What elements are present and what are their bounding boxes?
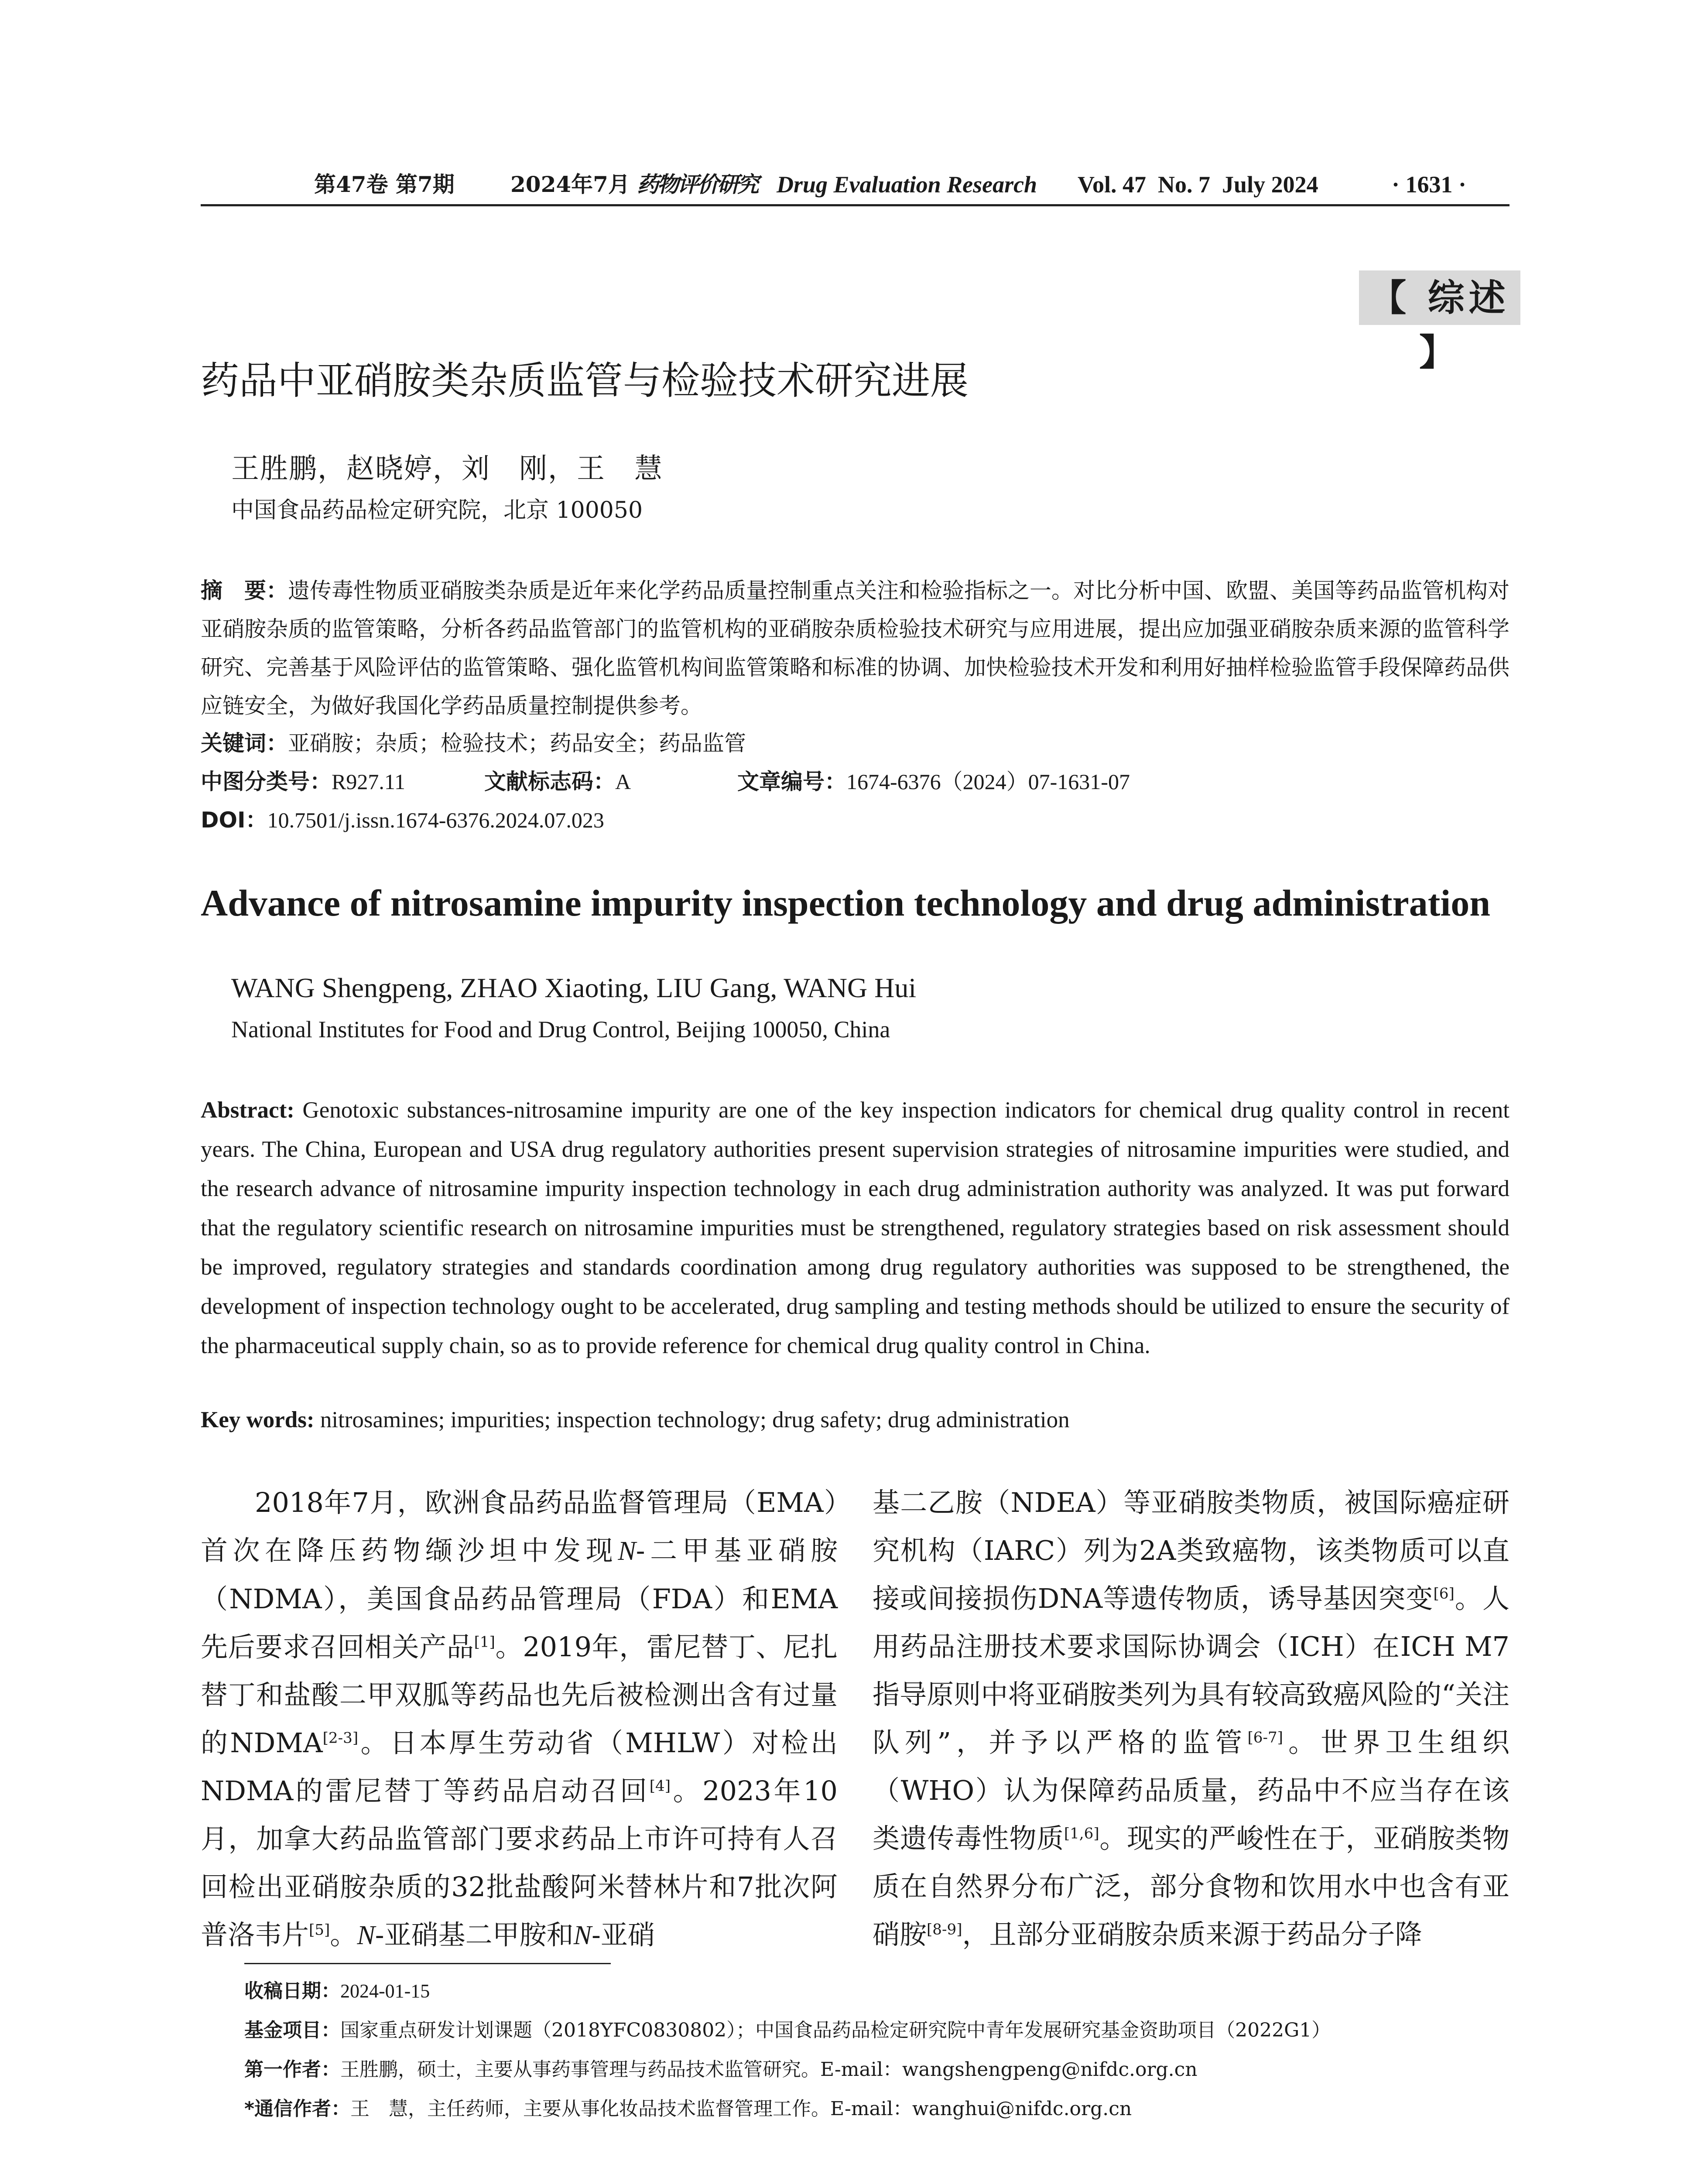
footnote-label: 收稿日期： (244, 1980, 340, 2002)
affiliation-en: National Institutes for Food and Drug Control, Beijing 100050, China (231, 1016, 890, 1043)
footnote-text: 王胜鹏，硕士，主要从事药事管理与药品技术监管研究。E-mail：wangshengpeng@nifdc.org.cn (340, 2058, 1198, 2081)
doc-code-label: 文献标志码： (484, 769, 615, 794)
header-volume-en: Vol. 47 No. 7 July 2024 (1078, 171, 1318, 198)
clc-value: R927.11 (332, 769, 405, 794)
classification-line (201, 762, 1509, 801)
citation[interactable]: [2-3] (322, 1729, 359, 1747)
keywords-en (201, 1400, 1070, 1439)
footnote-text: 2024-01-15 (340, 1980, 430, 2002)
keywords-en-label: Key words: (201, 1407, 315, 1432)
header-volume-cn: 第47卷 第7期 (314, 171, 455, 197)
affiliation-cn: 中国食品药品检定研究院，北京 100050 (231, 497, 643, 523)
footnote-text: 王 慧，主任药师，主要从事化妆品技术监督管理工作。E-mail：wanghui@nifdc.org.cn (350, 2098, 1132, 2120)
footnote-received (244, 1976, 430, 2007)
body-text: -亚硝 (591, 1919, 655, 1951)
page-number: · 1631 · (1392, 171, 1467, 198)
body-column-left (201, 1479, 838, 1959)
running-header (201, 169, 1509, 204)
body-text: 2018年7月，欧洲食品药品监督管理局（EMA）首次在降压药物缬沙坦中发现 (201, 1487, 838, 1566)
footnote-text: 国家重点研发计划课题（2018YFC0830802）；中国食品药品检定研究院中青年发展研究基金资助项目（2022G1） (340, 2019, 1331, 2041)
footnote-corresponding-author (244, 2094, 1132, 2124)
abstract-en-text: Genotoxic substances-nitrosamine impurity are one of the key inspection indicators for chemical drug quality control in recent years. The China, European and USA drug regulatory authorities present supervision strategies of nitrosamine impurities were studied, and the research advance of nitrosamine impurity inspection technology in each drug administration authority was analyzed. It was put forward that the regulatory scientific research on nitrosamine impurities must be strengthened, regulatory strategies based on risk assessment should be improved, regulatory strategies and standards coordination among drug regulatory authorities was supposed to be strengthened, the development of inspection technology ought to be accelerated, drug sampling and testing methods should be utilized to ensure the security of the pharmaceutical supply chain, so as to provide reference for chemical drug quality control in China. (201, 1097, 1509, 1358)
article-title-cn: 药品中亚硝胺类杂质监管与检验技术研究进展 (201, 358, 969, 403)
citation[interactable]: [1,6] (1064, 1825, 1099, 1843)
body-text: 。现实的严峻性在于，亚硝胺类物质在自然界分布广泛，部分食物和饮用水中也含有亚硝胺 (873, 1822, 1509, 1950)
header-journal-en: Drug Evaluation Research (777, 171, 1037, 198)
doi-line (201, 801, 604, 839)
citation[interactable]: [1] (474, 1633, 495, 1651)
authors-cn: 王胜鹏，赵晓婷，刘 刚，王 慧 (231, 453, 663, 485)
clc-label: 中图分类号： (201, 769, 332, 794)
abstract-cn (201, 571, 1509, 725)
citation[interactable]: [6] (1433, 1585, 1455, 1603)
footnote-rule (244, 1963, 611, 1964)
citation[interactable]: [5] (309, 1921, 330, 1939)
citation[interactable]: [8-9] (927, 1921, 962, 1938)
body-text: 。日本厚生劳动省（MHLW）对检出NDMA的雷尼替丁等药品启动召回 (201, 1727, 838, 1807)
footnote-label: 基金项目： (244, 2019, 340, 2041)
abstract-en-label: Abstract: (201, 1097, 294, 1123)
abstract-cn-text: 遗传毒性物质亚硝胺类杂质是近年来化学药品质量控制重点关注和检验指标之一。对比分析中国、欧盟、美国等药品监管机构对亚硝胺杂质的监管策略，分析各药品监管部门的监管机构的亚硝胺杂质检验技术研究与应用进展，提出应加强亚硝胺杂质来源的监管科学研究、完善基于风险评估的监管策略、强化监管机构间监管策略和标准的协调、加快检验技术开发和利用好抽样检验监管手段保障药品供应链安全，为做好我国化学药品质量控制提供参考。 (201, 578, 1509, 718)
section-tag: 【 综述 】 (1359, 270, 1520, 325)
abstract-en (201, 1090, 1509, 1365)
doi-label: DOI： (201, 807, 267, 833)
body-text: ，且部分亚硝胺杂质来源于药品分子降 (962, 1918, 1422, 1950)
body-text: 。 (330, 1919, 357, 1951)
italic-n: N (357, 1921, 375, 1950)
header-date-cn: 2024年7月 (510, 171, 630, 197)
body-text: -二甲基亚硝胺（NDMA），美国食品药品管理局（FDA）和EMA先后要求召回相关产品 (201, 1535, 838, 1663)
body-text: 。2019年，雷尼替丁、尼扎替丁和盐酸二甲双胍等药品也先后被检测出含有过量的NDMA (201, 1631, 838, 1759)
body-text: 。人用药品注册技术要求国际协调会（ICH）在ICH M7指导原则中将亚硝胺类列为具有较高致癌风险的“关注队列”，并予以严格的监管 (873, 1583, 1509, 1758)
body-text: -亚硝基二甲胺和 (375, 1919, 574, 1951)
italic-n: N (618, 1536, 636, 1566)
keywords-cn (201, 724, 746, 762)
body-text: 基二乙胺（NDEA）等亚硝胺类物质，被国际癌症研究机构（IARC）列为2A类致癌物，该类物质可以直接或间接损伤DNA等遗传物质，诱导基因突变 (873, 1487, 1509, 1614)
authors-en: WANG Shengpeng, ZHAO Xiaoting, LIU Gang, WANG Hui (231, 972, 917, 1003)
keywords-en-text: nitrosamines; impurities; inspection technology; drug safety; drug administration (314, 1407, 1070, 1432)
header-rule (201, 204, 1509, 206)
doi-value[interactable]: 10.7501/j.issn.1674-6376.2024.07.023 (267, 808, 604, 832)
article-title-en: Advance of nitrosamine impurity inspection technology and drug administration (201, 882, 1491, 924)
citation[interactable]: [4] (649, 1777, 671, 1795)
article-no-value: 1674-6376（2024）07-1631-07 (846, 769, 1130, 794)
keywords-cn-text: 亚硝胺；杂质；检验技术；药品安全；药品监管 (288, 731, 746, 756)
citation[interactable]: [6-7] (1247, 1729, 1283, 1747)
journal-logo-cn: 药物评价研究 (637, 171, 757, 197)
footnote-label: *通信作者： (244, 2098, 351, 2120)
body-text: 。世界卫生组织（WHO）认为保障药品质量，药品中不应当存在该类遗传毒性物质 (873, 1726, 1509, 1854)
footnote-label: 第一作者： (244, 2058, 340, 2081)
body-text: 。2023年10月，加拿大药品监管部门要求药品上市许可持有人召回检出亚硝胺杂质的32批盐酸阿米替林片和7批次阿普洛韦片 (201, 1775, 838, 1951)
keywords-cn-label: 关键词： (201, 731, 288, 756)
body-column-right (873, 1479, 1509, 1959)
footnote-first-author (244, 2055, 1198, 2085)
italic-n: N (573, 1921, 592, 1950)
article-no-label: 文章编号： (737, 769, 846, 794)
footnote-funding (244, 2015, 1331, 2046)
doc-code-value: A (615, 769, 631, 794)
abstract-cn-label: 摘 要： (201, 578, 288, 603)
